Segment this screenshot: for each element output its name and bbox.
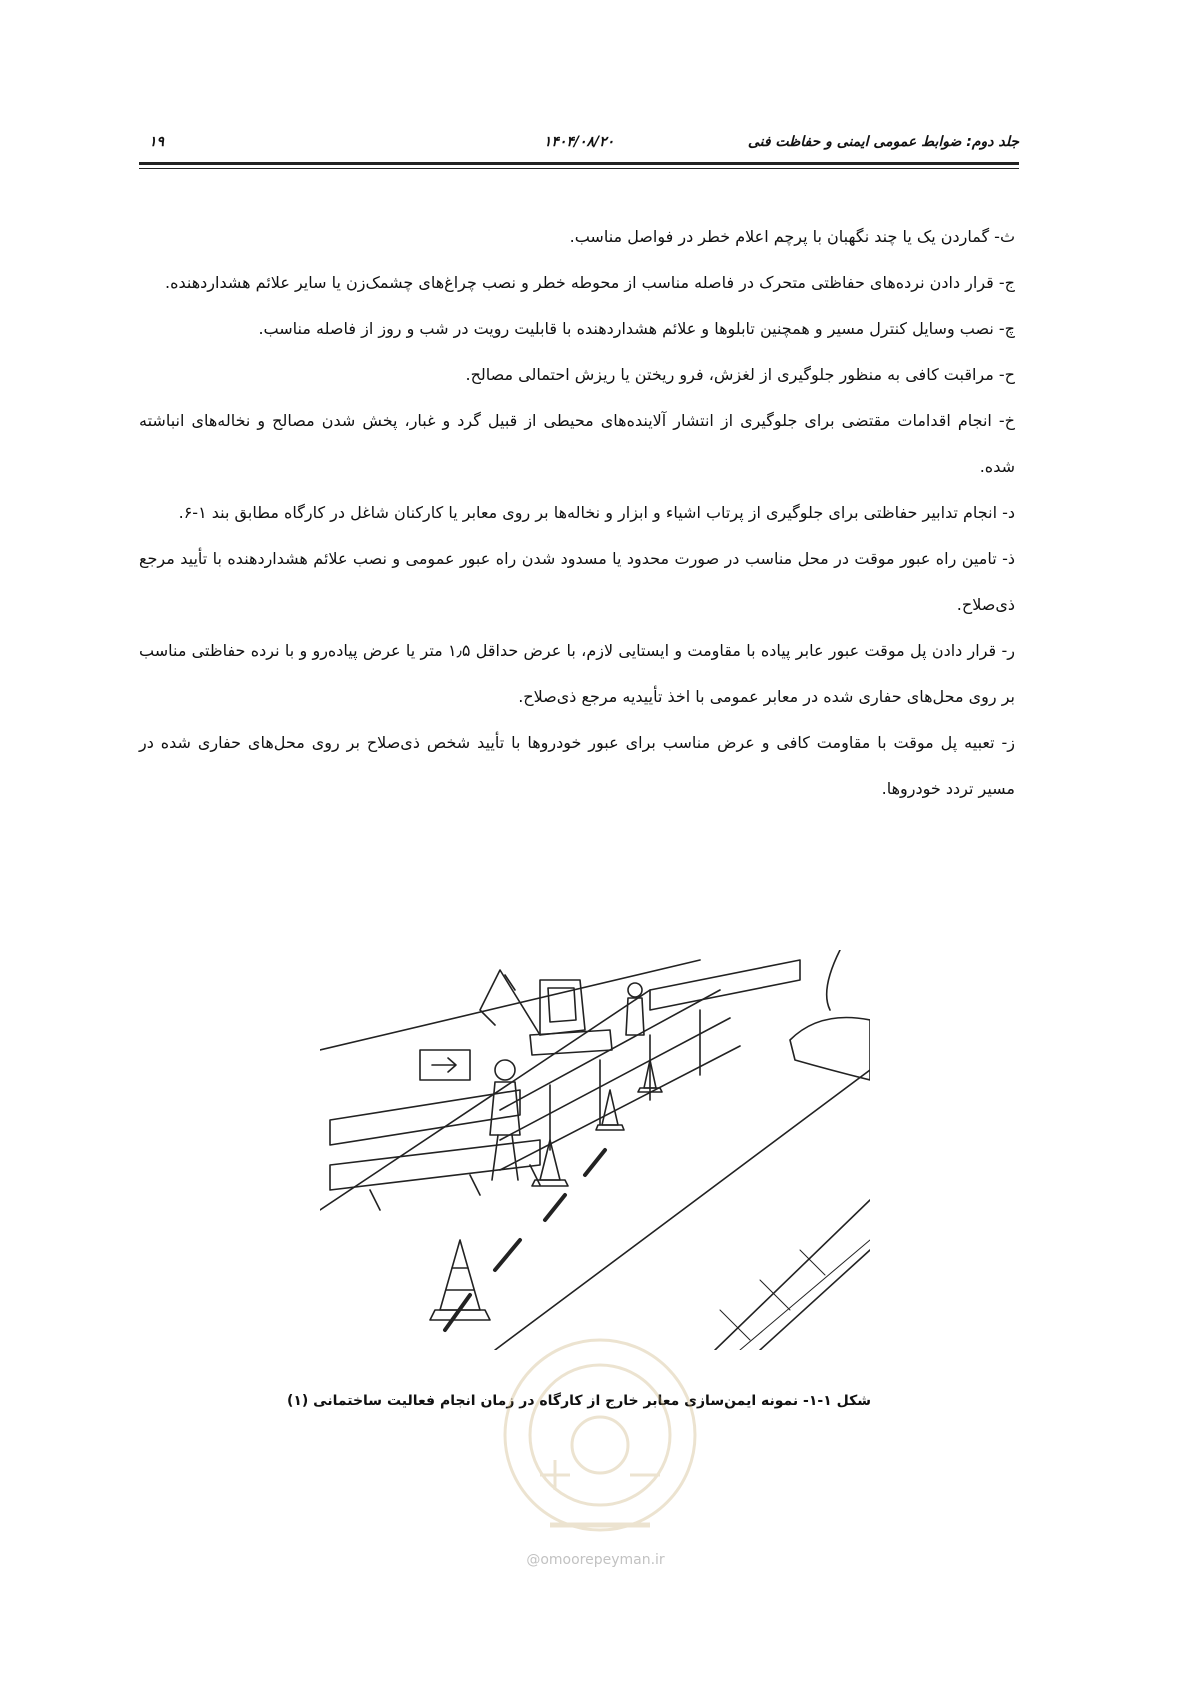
page-header — [139, 128, 1019, 158]
watermark-url: @omoorepeyman.ir — [526, 1552, 665, 1568]
paragraph-jim: ج- قرار دادن نرده‌های حفاظتی متحرک در فاصله مناسب از محوطه خطر و نصب چراغ‌های چشمک‌زن یا سایر علائم هشداردهنده. — [165, 273, 1015, 292]
paragraph-zal: ذ- تامین راه عبور موقت در محل مناسب در صورت محدود یا مسدود شدن راه عبور عمومی و نصب علائم هشداردهنده با تأیید مرجع ذی‌صلاح. — [139, 549, 1015, 614]
paragraph-ze: ز- تعبیه پل موقت با مقاومت کافی و عرض مناسب برای عبور خودروها با تأیید شخص ذی‌صلاح بر روی محل‌های حفاری شده در مسیر تردد خودروها. — [139, 733, 1015, 798]
header-date: ۱۴۰۴/۰۸/۲۰ — [543, 134, 615, 150]
paragraph-he: ح- مراقبت کافی به منظور جلوگیری از لغزش، فرو ریختن یا ریزش احتمالی مصالح. — [465, 365, 1015, 384]
header-rule-thick — [139, 162, 1019, 165]
header-rule-thin — [139, 168, 1019, 169]
excavation-safety-illustration — [320, 950, 870, 1350]
header-title: جلد دوم: ضوابط عمومی ایمنی و حفاظت فنی — [747, 134, 1019, 150]
paragraph-re: ر- قرار دادن پل موقت عبور عابر پیاده با مقاومت و ایستایی لازم، با عرض حداقل ۱٫۵ متر یا عرض پیاده‌رو و با نرده حفاظتی مناسب بر روی محل‌های حفاری شده در معابر عمومی با اخذ تأییدیه مرجع ذی‌صلاح. — [139, 641, 1016, 706]
paragraph-khe: خ- انجام اقدامات مقتضی برای جلوگیری از انتشار آلاینده‌های محیطی از قبیل گرد و غبار، پخش شدن مصالح و نخاله‌های انباشته شده. — [139, 411, 1015, 476]
paragraph-se: ث- گماردن یک یا چند نگهبان با پرچم اعلام خطر در فواصل مناسب. — [569, 227, 1015, 246]
watermark-seal-icon — [490, 1325, 710, 1545]
page-number: ۱۹ — [149, 134, 165, 150]
paragraph-dal: د- انجام تدابیر حفاظتی برای جلوگیری از پرتاب اشیاء و ابزار و نخاله‌ها بر روی معابر یا کارکنان شاغل در کارگاه مطابق بند ۱-۶. — [178, 503, 1015, 522]
figure-caption: شکل ۱-۱- نمونه ایمن‌سازی معابر خارج از کارگاه در زمان انجام فعالیت ساختمانی (۱) — [286, 1393, 872, 1409]
paragraph-che: چ- نصب وسایل کنترل مسیر و همچنین تابلوها و علائم هشداردهنده با قابلیت رویت در شب و روز از فاصله مناسب. — [258, 319, 1015, 338]
body-text — [139, 214, 1015, 812]
